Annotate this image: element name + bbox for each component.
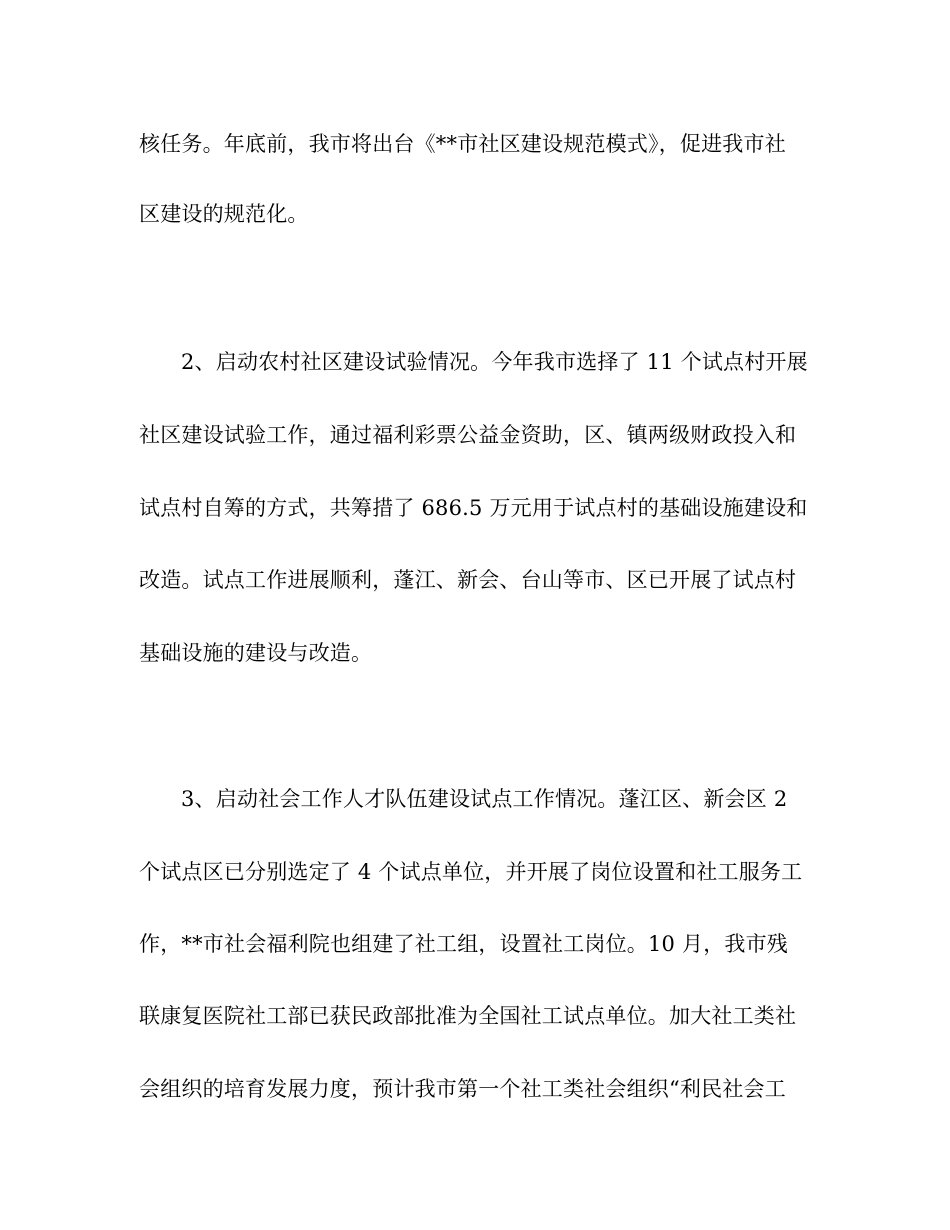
paragraph-1-line-2: 区建设的规范化。 xyxy=(139,202,309,226)
paragraph-3-line-3: 作，**市社会福利院也组建了社工组，设置社工岗位。10 月，我市残 xyxy=(139,932,788,956)
paragraph-2-line-1: 2、启动农村社区建设试验情况。今年我市选择了 11 个试点村开展 xyxy=(181,350,808,374)
paragraph-3-line-1: 3、启动社会工作人才队伍建设试点工作情况。蓬江区、新会区 2 xyxy=(181,787,788,811)
paragraph-2-line-3: 试点村自筹的方式，共筹措了 686.5 万元用于试点村的基础设施建设和 xyxy=(139,496,808,520)
paragraph-2-line-2: 社区建设试验工作，通过福利彩票公益金资助，区、镇两级财政投入和 xyxy=(139,423,797,447)
paragraph-2-line-5: 基础设施的建设与改造。 xyxy=(139,641,373,665)
paragraph-1-line-1: 核任务。年底前，我市将出台《**市社区建设规范模式》，促进我市社 xyxy=(139,132,786,156)
paragraph-3-line-2: 个试点区已分别选定了 4 个试点单位，并开展了岗位设置和社工服务工 xyxy=(139,860,803,884)
paragraph-3-line-4: 联康复医院社工部已获民政部批准为全国社工试点单位。加大社工类社 xyxy=(139,1004,797,1028)
paragraph-2-line-4: 改造。试点工作进展顺利，蓬江、新会、台山等市、区已开展了试点村 xyxy=(139,568,797,592)
paragraph-3-line-5: 会组织的培育发展力度，预计我市第一个社工类社会组织“利民社会工 xyxy=(139,1077,786,1101)
